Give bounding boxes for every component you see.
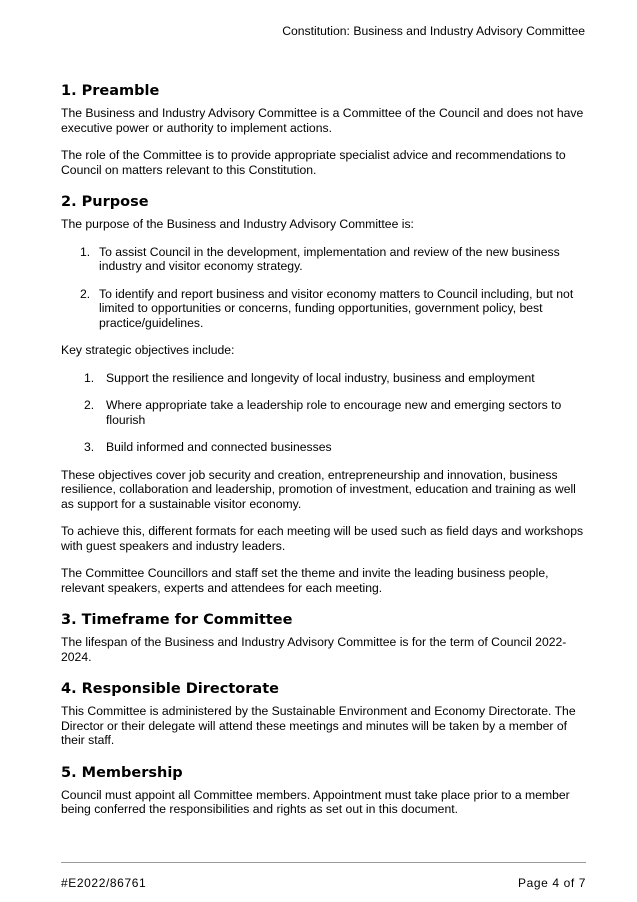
- section-preamble: [61, 82, 591, 177]
- purpose-list: [61, 245, 591, 331]
- section-membership: [61, 764, 591, 817]
- list-item: [61, 371, 591, 386]
- list-number: 1.: [84, 370, 95, 385]
- section-directorate: [61, 680, 591, 748]
- section-heading: 4. Responsible Directorate: [61, 681, 279, 697]
- paragraph: Council must appoint all Committee members. Appointment must take place prior to a member being conferred the responsibilities and rights as set out in this document.: [61, 787, 570, 816]
- page-header: Constitution: Business and Industry Advisory Committee: [282, 24, 585, 38]
- paragraph: To achieve this, different formats for each meeting will be used such as field days and workshops with guest speakers and industry leaders.: [61, 524, 584, 553]
- section-purpose: [61, 193, 591, 595]
- section-heading: 2. Purpose: [61, 194, 149, 210]
- list-text: Build informed and connected businesses: [106, 440, 332, 454]
- list-item: [61, 398, 591, 427]
- paragraph: These objectives cover job security and creation, entrepreneurship and innovation, business resilience, collaboration and leadership, promotion of investment, education and training as well as support for a sustainable visitor economy.: [61, 467, 576, 511]
- footer-doc-id: #E2022/86761: [61, 876, 147, 890]
- list-text: Where appropriate take a leadership role to encourage new and emerging sectors to flourish: [106, 398, 562, 427]
- list-text: Support the resilience and longevity of local industry, business and employment: [106, 370, 535, 385]
- paragraph: The purpose of the Business and Industry Advisory Committee is:: [61, 217, 414, 231]
- list-item: [61, 287, 591, 331]
- footer-divider: [61, 862, 586, 863]
- footer-page-number: Page 4 of 7: [518, 876, 586, 890]
- paragraph: Key strategic objectives include:: [61, 343, 235, 357]
- paragraph: The role of the Committee is to provide appropriate specialist advice and recommendations to Council on matters relevant to this Constitution.: [61, 148, 566, 177]
- objectives-list: [61, 371, 591, 455]
- list-item: [61, 440, 591, 455]
- section-timeframe: [61, 611, 591, 664]
- paragraph: The Business and Industry Advisory Committee is a Committee of the Council and does not have executive power or authority to implement actions.: [61, 106, 584, 135]
- list-item: [61, 245, 591, 274]
- list-number: 2.: [80, 286, 91, 301]
- list-number: 2.: [84, 398, 95, 412]
- list-text: To assist Council in the development, implementation and review of the new business industry and visitor economy strategy.: [99, 244, 560, 273]
- list-text: To identify and report business and visitor economy matters to Council including, but not limited to opportunities or concerns, funding opportunities, government policy, best practice/guidelines.: [99, 286, 574, 330]
- document-body: [61, 82, 591, 833]
- section-heading: 1. Preamble: [61, 83, 160, 99]
- section-heading: 3. Timeframe for Committee: [61, 612, 293, 628]
- paragraph: The lifespan of the Business and Industry Advisory Committee is for the term of Council 2022-2024.: [61, 635, 567, 664]
- section-heading: 5. Membership: [61, 764, 183, 781]
- list-number: 3.: [84, 440, 95, 454]
- list-number: 1.: [80, 244, 91, 259]
- paragraph: This Committee is administered by the Sustainable Environment and Economy Directorate. The Director or their delegate will attend these meetings and minutes will be taken by a member of their staff.: [61, 704, 576, 747]
- paragraph: The Committee Councillors and staff set the theme and invite the leading business people, relevant speakers, experts and attendees for each meeting.: [61, 566, 549, 595]
